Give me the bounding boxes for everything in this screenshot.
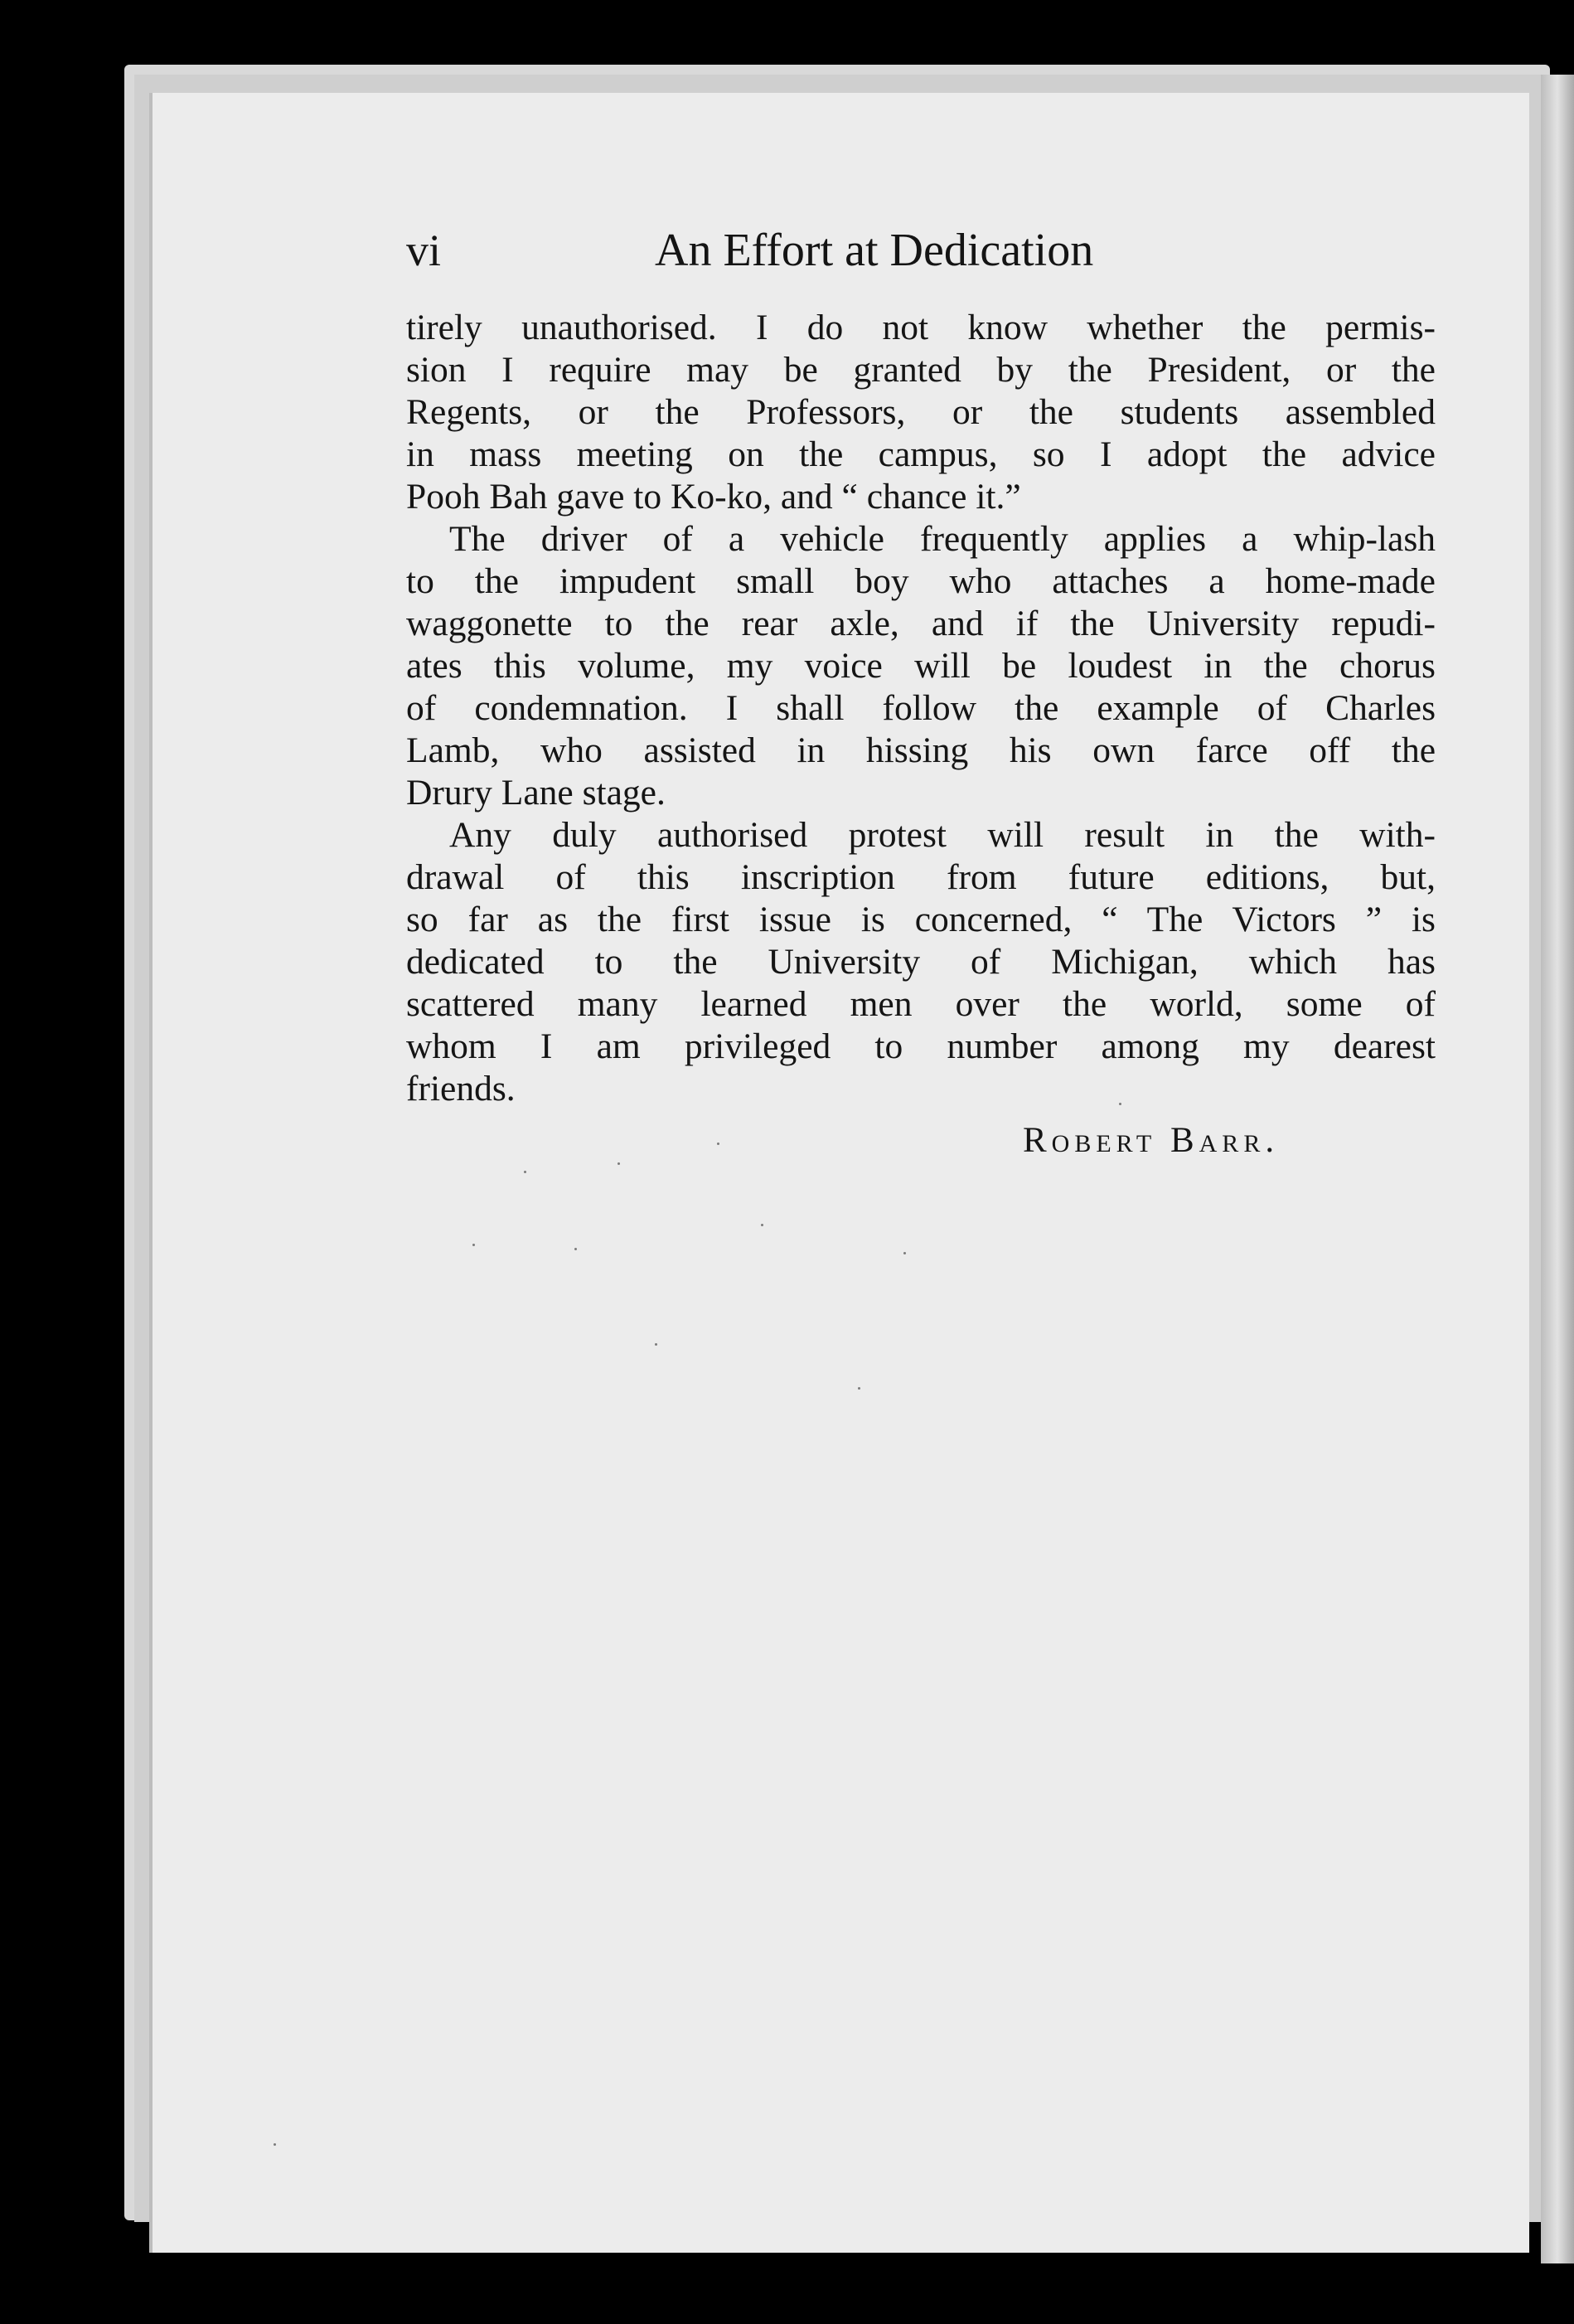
scan-speck [274,2143,276,2146]
page-number: vi [406,226,442,275]
scan-speck [761,1224,763,1226]
scan-speck [655,1343,657,1346]
text-line: friends. [406,1069,516,1109]
scan-speck [617,1162,620,1165]
scan-speck [524,1171,526,1173]
scan-speck [903,1252,906,1254]
author-signature: Robert Barr. [1023,1121,1280,1160]
scan-speck [717,1143,719,1145]
text-line: Any duly authorised protest will result in the with- [449,815,1436,855]
text-line: in mass meeting on the campus, so I adopt the advice [406,434,1436,474]
text-line: waggonette to the rear axle, and if the University repudi- [406,604,1436,643]
text-line: The driver of a vehicle frequently applies a whip-lash [449,519,1436,559]
text-line: Regents, or the Professors, or the students assembled [406,392,1436,432]
dedication-body [406,307,1436,1110]
text-line: Pooh Bah gave to Ko-ko, and “ chance it.” [406,477,1021,517]
book-fore-edge [1541,75,1574,2263]
text-line: Drury Lane stage. [406,773,666,813]
scan-speck [1119,1103,1121,1105]
text-line: to the impudent small boy who attaches a home-made [406,561,1436,601]
scan-speck [574,1248,577,1250]
text-line: scattered many learned men over the world, some of [406,984,1436,1024]
text-line: sion I require may be granted by the President, or the [406,350,1436,390]
running-title: An Effort at Dedication [655,225,1094,276]
scan-speck [472,1244,475,1246]
scan-speck [858,1387,860,1390]
text-line: ates this volume, my voice will be loudest in the chorus [406,646,1436,686]
text-line: so far as the first issue is concerned, “ The Victors ” is [406,900,1436,939]
text-line: whom I am privileged to number among my dearest [406,1026,1436,1066]
text-line: of condemnation. I shall follow the example of Charles [406,688,1436,728]
text-line: dedicated to the University of Michigan, which has [406,942,1436,982]
text-line: Lamb, who assisted in hissing his own farce off the [406,730,1436,770]
text-line: drawal of this inscription from future editions, but, [406,857,1436,897]
running-head [406,217,1202,284]
text-line: tirely unauthorised. I do not know whether the permis- [406,308,1436,347]
